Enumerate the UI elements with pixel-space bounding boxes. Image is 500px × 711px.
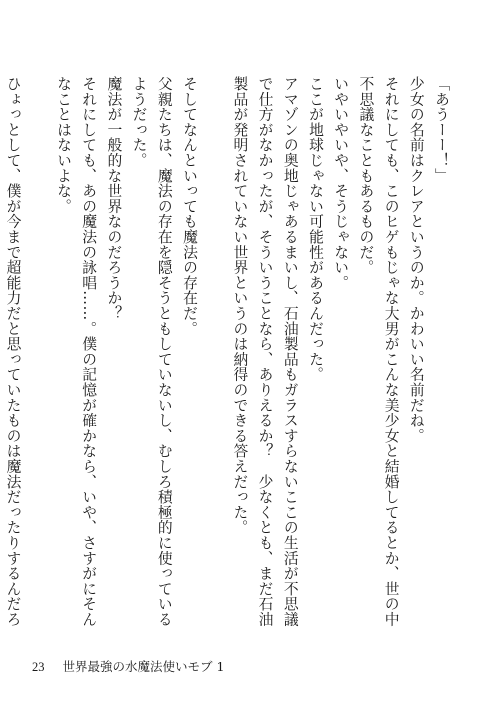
paragraph-3: それにしても、このヒゲもじゃな大男がこんな美少女と結婚してるとか、世の中不思議なこともあるものだ。 <box>357 76 400 627</box>
page-number: 23 <box>32 660 45 674</box>
paragraph-13: ひょっとして、僕が今まで超能力だと思っていたものは魔法だったりするんだろ <box>4 76 22 627</box>
paragraph-9: 父親たちは、魔法の存在を隠そうともしていないし、むしろ積極的に使っているようだった。 <box>130 76 173 627</box>
paragraph-1: 「あうーー！」 <box>433 76 450 184</box>
paragraph-11: それにしても、あの魔法の詠唱……。僕の記憶が確かなら、いや、さすがにそんなことはないよな。 <box>54 76 98 627</box>
paragraph-10: 魔法が一般的な世界なのだろうか？ <box>105 76 123 321</box>
paragraph-6: アマゾンの奥地じゃあるまいし、石油製品もガラスすらないここの生活が不思議で仕方がなかったが、そういうことなら、ありえるか？ 少なくとも、まだ石油製品が発明されていない世界というのは納得のできる答えだった。 <box>231 76 299 627</box>
paragraph-4: いやいやいや、そうじゃない。 <box>332 76 350 291</box>
paragraph-2: 少女の名前はクレアというのか。かわいい名前だね。 <box>407 76 425 444</box>
vertical-body-text <box>4 76 454 641</box>
blank-line <box>26 76 51 77</box>
paragraph-5: ここが地球じゃない可能性があるんだった。 <box>306 76 324 382</box>
paragraph-8: そしてなんといっても魔法の存在だ。 <box>180 76 198 337</box>
book-title: 世界最強の水魔法使いモブ 1 <box>62 659 225 674</box>
blank-line <box>202 76 227 77</box>
page-footer <box>32 659 224 675</box>
